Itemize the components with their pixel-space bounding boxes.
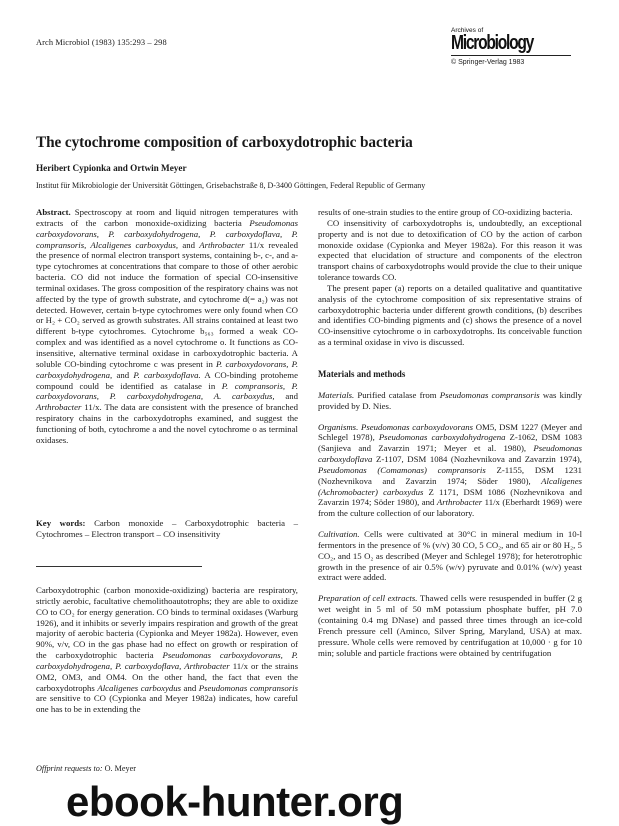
abstract-label: Abstract. bbox=[36, 207, 71, 217]
methods-heading: Materials and methods bbox=[318, 368, 406, 379]
cultivation-paragraph: Cultivation. Cells were cultivated at 30°C in mineral medium in 10-l fermentors in the presence of % (v/v) 30 CO, 5 CO₂, and 65 air or 80 H₂, 5 CO₂, and 15 O₂ as described (Meyer and Schlegel 1978); for heterotrophic growth in the presence of air 0.5% (w/v) pyruvate and 0.01% (w/v) yeast extract were added. bbox=[318, 529, 582, 583]
materials-paragraph: Materials. Purified catalase from Pseudomonas compransoris was kindly provided by D. Nies. bbox=[318, 389, 582, 411]
logo-caption: Archives of bbox=[451, 27, 484, 34]
logo-wordmark: Microbiology bbox=[451, 32, 534, 54]
paper-title: The cytochrome composition of carboxydotrophic bacteria bbox=[36, 134, 413, 151]
copyright-notice: © Springer-Verlag 1983 bbox=[451, 59, 525, 66]
body-paragraph: CO insensitivity of carboxydotrophs is, undoubtedly, an exceptional property and is not due to detoxification of CO by the action of carbon monoxide oxidase (Cypionka and Meyer 1982a). For this reason it was expected that elucidation of structure and components of the electron transport chains of carboxydotrophs would provide the clue to their unique tolerance towards CO. bbox=[318, 217, 582, 283]
watermark: ebook-hunter.org bbox=[66, 778, 404, 825]
journal-logo bbox=[451, 27, 581, 66]
right-column bbox=[318, 207, 582, 658]
affiliation: Institut für Mikrobiologie der Universität Göttingen, Grisebachstraße 8, D-3400 Göttingen, Federal Republic of Germany bbox=[36, 181, 426, 190]
keywords-block bbox=[36, 518, 298, 540]
journal-reference: Arch Microbiol (1983) 135:293 – 298 bbox=[36, 38, 167, 47]
preparation-paragraph: Preparation of cell extracts. Thawed cells were resuspended in buffer (2 g wet weight in 5 ml of 50 mM potassium phosphate buffer, pH 7.0 (containing 0.4 mg DNase) and passed three times through an ice-cold French pressure cell (Aminco, Silver Spring, Maryland, USA) at max. pressure. Whole cells were removed by centrifugation at 10,000 · g for 10 min; soluble and particle fractions were obtained by centrifugation bbox=[318, 593, 582, 658]
logo-rule bbox=[451, 55, 571, 56]
abstract-block bbox=[36, 207, 298, 446]
section-divider bbox=[36, 566, 202, 567]
keywords-label: Key words: bbox=[36, 518, 86, 528]
introduction-block bbox=[36, 585, 298, 715]
intro-continuation: results of one-strain studies to the entire group of CO-oxidizing bacteria. bbox=[318, 207, 573, 217]
author-list: Heribert Cypionka and Ortwin Meyer bbox=[36, 163, 187, 173]
body-paragraph: The present paper (a) reports on a detailed qualitative and quantitative analysis of the cytochrome composition of six representative strains of carboxydotrophic bacteria under different growth conditions, (b) describes and identifies CO-binding pigments and (c) shows the presence of a novel CO-insensitive cytochrome o in carboxydotrophs. Its conceivable function as a terminal oxidase in vivo is discussed. bbox=[318, 282, 582, 348]
keywords-paragraph: Key words: Carbon monoxide – Carboxydotrophic bacteria – Cytochromes – Electron transport – CO insensitivity bbox=[36, 518, 299, 539]
intro-paragraph: Carboxydotrophic (carbon monoxide-oxidizing) bacteria are respiratory, strictly aerobic, facultative chemolithoautotrophs; they are able to oxidize CO to CO₂ for energy generation. CO binds to terminal oxidases (Warburg 1926), and it inhibits or severly impairs respiration and growth of the great majority of aerobic bacteria (Cypionka and Meyer 1982a). However, even 90%, v/v, CO in the gas phase had no effect on growth or respiration of the carboxydotrophic bacteria Pseudomonas carboxydovorans, P. carboxydohydrogena, P. carboxydoflava, Arthrobacter 11/x or the strains OM2, OM3, and OM4. On the other hand, the fact that even the carboxydotrophs Alcaligenes carboxydus and Pseudomonas compransoris are sensitive to CO (Cypionka and Meyer 1982a) indicates, how careful one has to be in extending the bbox=[36, 585, 298, 715]
offprint-footnote: Offprint requests to: O. Meyer bbox=[36, 764, 136, 773]
organisms-paragraph: Organisms. Pseudomonas carboxydovorans OM5, DSM 1227 (Meyer and Schlegel 1978), Pseudomonas carboxydohydrogena Z-1062, DSM 1083 (Sanjieva and Zavarzin 1971; Meyer et al. 1980), Pseudomonas carboxydoflava Z-1107, DSM 1084 (Nozhevnikova and Zavarzin 1974), Pseudomonas (Comamonas) compransoris Z-1155, DSM 1231 (Nozhevnikova and Zavarzin 1974; Söder 1980), Alcaligenes (Achromobacter) carboxydus Z 1171, DSM 1086 (Nozhevnikova and Zavarzin 1974; Söder 1980), and Arthrobacter 11/x (Eberhardt 1969) were from the culture collection of our laboratory. bbox=[318, 421, 583, 519]
abstract-paragraph: Abstract. Spectroscopy at room and liquid nitrogen temperatures with extracts of the carbon monoxide-oxidizing bacteria Pseudomonas carboxydovorans, P. carboxydohydrogena, P. carboxydoflava, P. compransoris, Alcaligenes carboxydus, and Arthrobacter 11/x revealed the presence of normal electron transport systems, containing b-, c-, and a-type cytochromes at concentrations that compare to those of other aerobic bacteria. CO did not induce the formation of special CO-insensitive terminal oxidases. The gross composition of the respiratory chains was not affected by the type of growth substrate, and cytochrome d(= a₂) was not detected. However, certain b-type cytochromes were only found when CO or H₂ + CO₂ served as growth substrates. All strains contained at least two different b-type cytochromes. Cytochrome b₅₆₃ formed a weak CO-complex and was identified as a novel cytochrome o. It functions as CO-insensitive, alternative terminal oxidase in carboxydotrophic bacteria. A soluble CO-binding cytochrome c was present in P. carboxydovorans, P. carboxydohydrogena, and P. carboxydoflava. A CO-binding protoheme compound could be identified as catalase in P. compransoris, P. carboxydovorans, P. carboxydohydrogena, A. carboxydus, and Arthrobacter 11/x. The data are consistent with the presence of branched respiratory chains in the carboxydotrophs examined, and suggest the functioning of both, cytochrome a and the novel cytochrome o as terminal oxidases. bbox=[36, 207, 299, 445]
